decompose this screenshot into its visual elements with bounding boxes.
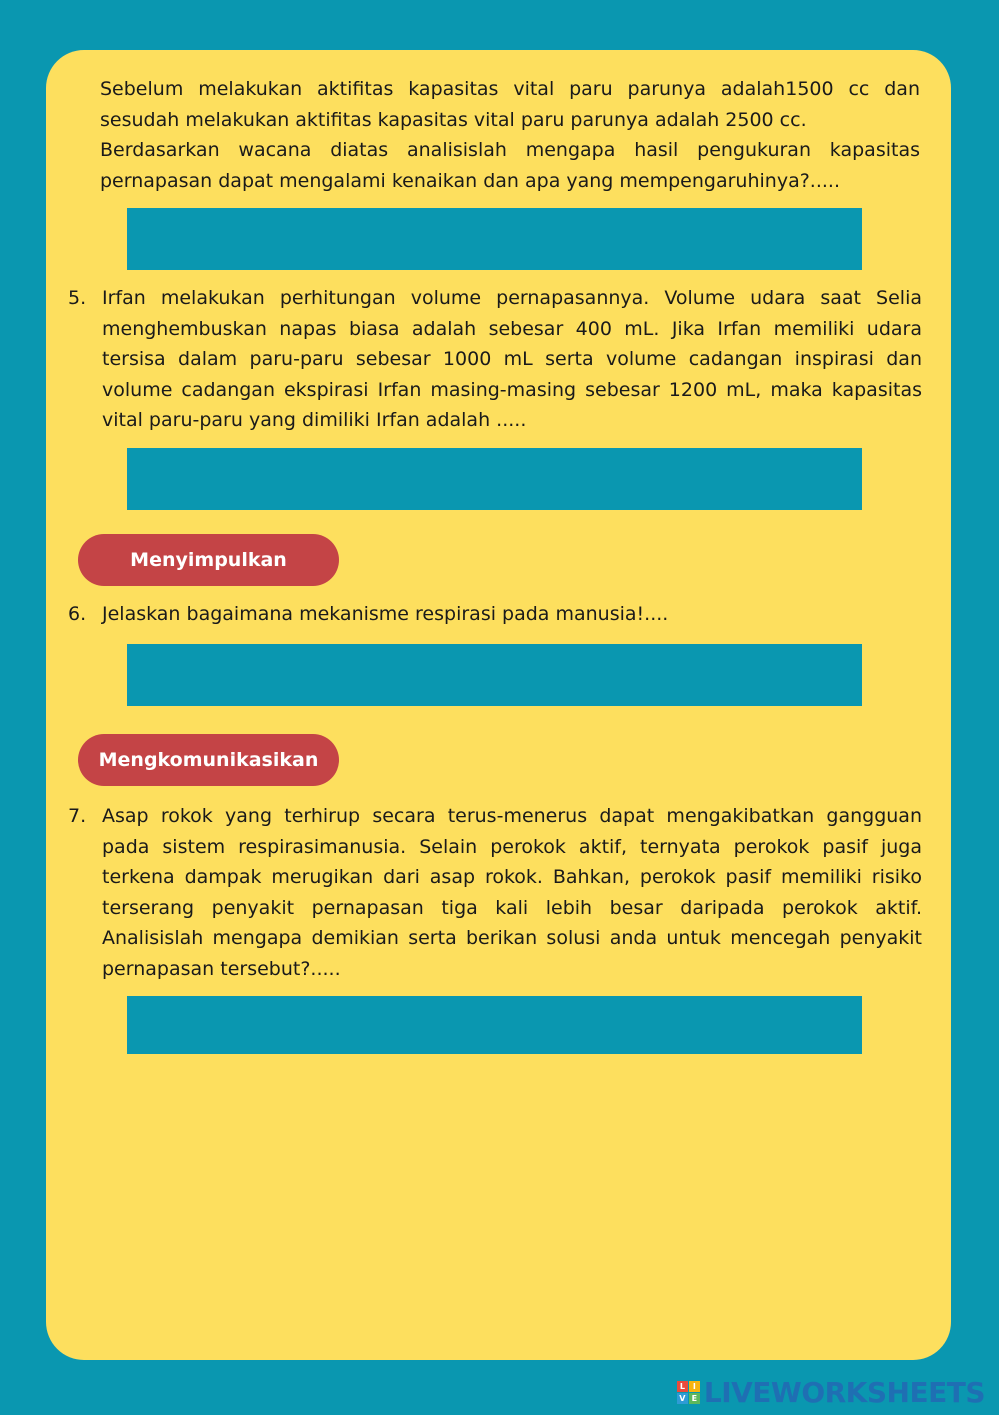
brand-name: LIVEWORKSHEETS <box>703 1375 985 1409</box>
question-number: 6. <box>68 603 87 625</box>
answer-input-5[interactable] <box>127 448 862 510</box>
logo-letter: L <box>677 1381 688 1392</box>
section-badge-menyimpulkan: Menyimpulkan <box>78 534 339 586</box>
question-6 <box>68 599 922 630</box>
question-4-prompt: Berdasarkan wacana diatas analisislah mengapa hasil pengukuran kapasitas pernapasan dapat mengalami kenaikan dan apa yang mempengaruhinya?..... <box>100 139 920 192</box>
section-badge-mengkomunikasikan: Mengkomunikasikan <box>78 734 339 786</box>
answer-input-4[interactable] <box>127 208 862 270</box>
logo-letter: V <box>677 1393 688 1404</box>
logo-letter: I <box>689 1381 700 1392</box>
question-7 <box>68 801 922 984</box>
question-5 <box>68 283 922 436</box>
answer-input-6[interactable] <box>127 644 862 706</box>
question-text: Asap rokok yang terhirup secara terus-menerus dapat mengakibatkan gangguan pada sistem respirasimanusia. Selain perokok aktif, ternyata perokok pasif juga terkena dampak merugikan dari asap rokok. Bahkan, perokok pasif memiliki risiko terserang penyakit pernapasan tiga kali lebih besar daripada perokok aktif. Analisislah mengapa demikian serta berikan solusi anda untuk mencegah penyakit pernapasan tersebut?..... <box>102 805 922 980</box>
question-number: 5. <box>68 287 87 309</box>
question-number: 7. <box>68 805 87 827</box>
liveworksheets-logo-icon <box>677 1381 700 1404</box>
question-text: Jelaskan bagaimana mekanisme respirasi pada manusia!.... <box>102 603 669 625</box>
logo-letter: E <box>689 1393 700 1404</box>
intro-context: Sebelum melakukan aktifitas kapasitas vital paru parunya adalah1500 cc dan sesudah melakukan aktifitas kapasitas vital paru parunya adalah 2500 cc. <box>100 78 920 131</box>
answer-input-7[interactable] <box>127 996 862 1054</box>
liveworksheets-brand[interactable] <box>677 1374 985 1410</box>
question-text: Irfan melakukan perhitungan volume pernapasannya. Volume udara saat Selia menghembuskan napas biasa adalah sebesar 400 mL. Jika Irfan memiliki udara tersisa dalam paru-paru sebesar 1000 mL serta volume cadangan inspirasi dan volume cadangan ekspirasi Irfan masing-masing sebesar 1200 mL, maka kapasitas vital paru-paru yang dimiliki Irfan adalah ..... <box>102 287 922 431</box>
